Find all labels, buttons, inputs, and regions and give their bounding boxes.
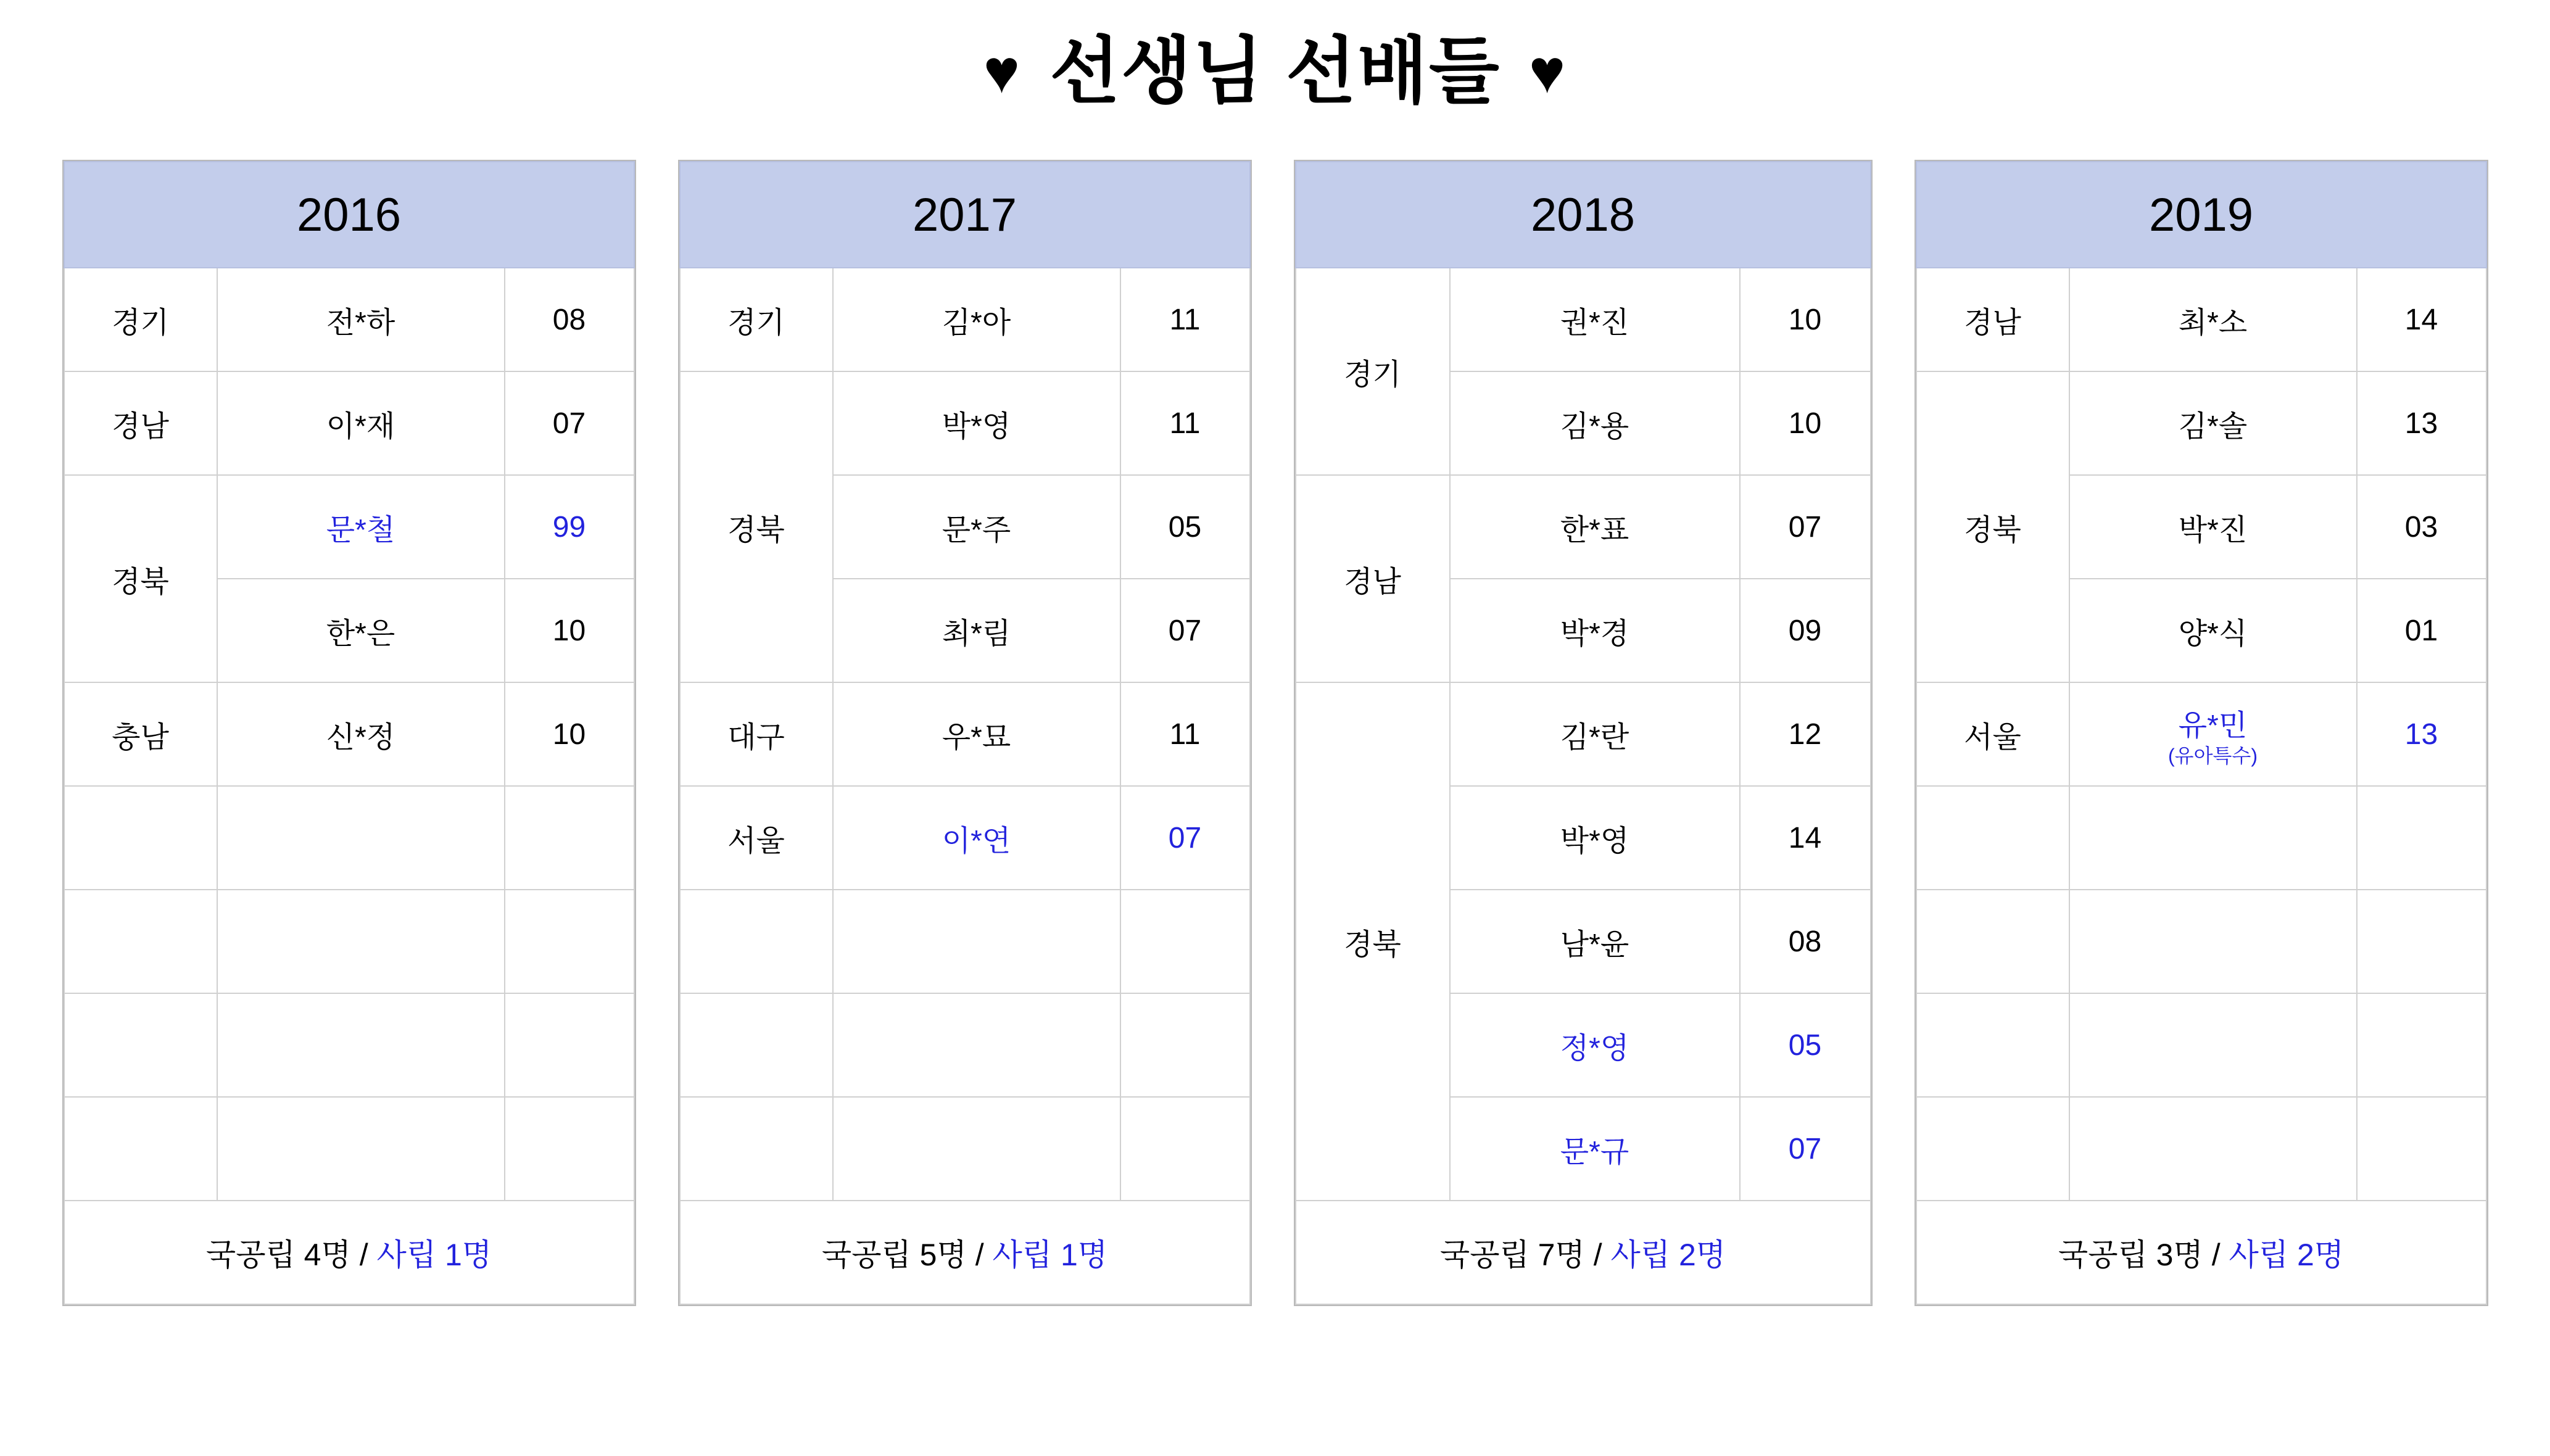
page-title-text: 선생님 선배들 <box>1049 31 1501 112</box>
summary-separator: / <box>350 1238 377 1273</box>
region-cell: 충남 <box>64 682 217 786</box>
summary-cell <box>1916 1201 2486 1304</box>
empty-row <box>64 890 634 993</box>
table-header-row <box>1296 162 1871 268</box>
empty-row <box>64 786 634 890</box>
table-row <box>680 682 1250 786</box>
empty-row <box>680 890 1250 993</box>
table-row <box>64 268 634 371</box>
year-header: 2018 <box>1296 162 1871 268</box>
empty-cell <box>2357 786 2486 890</box>
empty-row <box>1916 890 2486 993</box>
table-row <box>1916 371 2486 475</box>
name-subtext: (유아특수) <box>2168 745 2258 767</box>
year-header: 2016 <box>64 162 634 268</box>
empty-cell <box>680 993 833 1097</box>
empty-cell <box>1916 890 2069 993</box>
private-count: 사립 2명 <box>1610 1238 1726 1273</box>
name-cell: 문*철 <box>217 475 505 579</box>
empty-cell <box>2357 993 2486 1097</box>
empty-cell <box>64 890 217 993</box>
number-cell: 01 <box>2357 579 2486 682</box>
empty-cell <box>505 1097 634 1201</box>
summary-separator: / <box>2203 1238 2229 1273</box>
empty-cell <box>2069 1097 2357 1201</box>
year-table-2016 <box>64 161 635 1305</box>
name-cell: 한*표 <box>1450 475 1740 579</box>
number-cell: 08 <box>1740 890 1871 993</box>
table-row <box>1916 682 2486 786</box>
table-header-row <box>1916 162 2486 268</box>
number-cell: 13 <box>2357 682 2486 786</box>
name-cell: 김*란 <box>1450 682 1740 786</box>
empty-cell <box>505 786 634 890</box>
table-footer-row <box>680 1201 1250 1304</box>
empty-cell <box>505 993 634 1097</box>
table-row <box>1296 268 1871 371</box>
number-cell: 07 <box>1120 579 1250 682</box>
page-title <box>0 0 2550 119</box>
empty-cell <box>1120 1097 1250 1201</box>
number-cell: 08 <box>505 268 634 371</box>
name-cell: 박*영 <box>1450 786 1740 890</box>
private-count: 사립 1명 <box>992 1238 1108 1273</box>
empty-row <box>1916 993 2486 1097</box>
number-cell: 07 <box>505 371 634 475</box>
region-cell: 경북 <box>1296 682 1450 1201</box>
year-block-2017 <box>678 160 1252 1306</box>
region-cell: 경기 <box>680 268 833 371</box>
year-header: 2019 <box>1916 162 2486 268</box>
number-cell: 10 <box>505 579 634 682</box>
name-cell: 최*림 <box>833 579 1120 682</box>
table-footer-row <box>1296 1201 1871 1304</box>
empty-cell <box>217 993 505 1097</box>
year-header: 2017 <box>680 162 1250 268</box>
region-cell: 서울 <box>680 786 833 890</box>
empty-cell <box>64 993 217 1097</box>
empty-cell <box>680 1097 833 1201</box>
empty-cell <box>2357 890 2486 993</box>
name-cell: 남*윤 <box>1450 890 1740 993</box>
empty-row <box>64 1097 634 1201</box>
name-cell: 김*용 <box>1450 371 1740 475</box>
empty-cell <box>505 890 634 993</box>
empty-row <box>680 993 1250 1097</box>
region-cell: 경북 <box>64 475 217 682</box>
summary-separator: / <box>966 1238 993 1273</box>
name-cell: 이*연 <box>833 786 1120 890</box>
summary-cell <box>1296 1201 1871 1304</box>
empty-cell <box>64 786 217 890</box>
number-cell: 05 <box>1120 475 1250 579</box>
table-row <box>1916 268 2486 371</box>
empty-cell <box>2069 890 2357 993</box>
name-cell: 권*진 <box>1450 268 1740 371</box>
empty-cell <box>64 1097 217 1201</box>
year-table-2018 <box>1295 161 1871 1305</box>
summary-separator: / <box>1584 1238 1611 1273</box>
name-cell: 전*하 <box>217 268 505 371</box>
empty-row <box>64 993 634 1097</box>
empty-cell <box>680 890 833 993</box>
name-cell: 이*재 <box>217 371 505 475</box>
name-cell: 박*진 <box>2069 475 2357 579</box>
table-row <box>680 268 1250 371</box>
table-header-row <box>64 162 634 268</box>
name-cell: 최*소 <box>2069 268 2357 371</box>
table-footer-row <box>1916 1201 2486 1304</box>
empty-cell <box>217 786 505 890</box>
year-block-2019 <box>1915 160 2488 1306</box>
empty-cell <box>833 890 1120 993</box>
empty-cell <box>833 1097 1120 1201</box>
empty-cell <box>1120 993 1250 1097</box>
number-cell: 07 <box>1740 1097 1871 1201</box>
number-cell: 10 <box>1740 268 1871 371</box>
number-cell: 09 <box>1740 579 1871 682</box>
name-cell: 박*경 <box>1450 579 1740 682</box>
table-row <box>64 475 634 579</box>
table-row <box>680 786 1250 890</box>
number-cell: 03 <box>2357 475 2486 579</box>
number-cell: 12 <box>1740 682 1871 786</box>
empty-cell <box>2069 993 2357 1097</box>
name-cell: 양*식 <box>2069 579 2357 682</box>
number-cell: 13 <box>2357 371 2486 475</box>
year-block-2016 <box>62 160 636 1306</box>
region-cell: 경북 <box>680 371 833 682</box>
region-cell: 경기 <box>1296 268 1450 475</box>
name-cell: 문*주 <box>833 475 1120 579</box>
name-cell: 우*묘 <box>833 682 1120 786</box>
empty-cell <box>1916 1097 2069 1201</box>
region-cell: 경북 <box>1916 371 2069 682</box>
number-cell: 11 <box>1120 682 1250 786</box>
year-tables <box>0 160 2550 1306</box>
empty-cell <box>2069 786 2357 890</box>
region-cell: 경기 <box>64 268 217 371</box>
public-count: 국공립 4명 <box>205 1238 351 1273</box>
name-cell: 신*정 <box>217 682 505 786</box>
name-cell: 정*영 <box>1450 993 1740 1097</box>
public-count: 국공립 7명 <box>1439 1238 1585 1273</box>
region-cell: 경남 <box>1916 268 2069 371</box>
private-count: 사립 1명 <box>376 1238 492 1273</box>
summary-cell <box>64 1201 634 1304</box>
table-row <box>64 682 634 786</box>
public-count: 국공립 5명 <box>821 1238 967 1273</box>
summary-cell <box>680 1201 1250 1304</box>
empty-cell <box>1120 890 1250 993</box>
number-cell: 14 <box>1740 786 1871 890</box>
year-table-2019 <box>1916 161 2487 1305</box>
empty-cell <box>833 993 1120 1097</box>
empty-cell <box>1916 786 2069 890</box>
number-cell: 11 <box>1120 371 1250 475</box>
table-row <box>64 371 634 475</box>
table-row <box>1296 475 1871 579</box>
empty-row <box>680 1097 1250 1201</box>
region-cell: 경남 <box>1296 475 1450 682</box>
empty-cell <box>1916 993 2069 1097</box>
public-count: 국공립 3명 <box>2058 1238 2203 1273</box>
empty-cell <box>2357 1097 2486 1201</box>
number-cell: 07 <box>1120 786 1250 890</box>
number-cell: 11 <box>1120 268 1250 371</box>
region-cell: 대구 <box>680 682 833 786</box>
table-header-row <box>680 162 1250 268</box>
name-cell: 김*아 <box>833 268 1120 371</box>
private-count: 사립 2명 <box>2229 1238 2345 1273</box>
heart-icon-left: ♥ <box>983 37 1022 106</box>
table-footer-row <box>64 1201 634 1304</box>
region-cell: 경남 <box>64 371 217 475</box>
number-cell: 14 <box>2357 268 2486 371</box>
region-cell: 서울 <box>1916 682 2069 786</box>
name-cell <box>2069 682 2357 786</box>
name-text: 유*민 <box>2178 709 2248 743</box>
empty-row <box>1916 1097 2486 1201</box>
name-cell: 한*은 <box>217 579 505 682</box>
year-table-2017 <box>679 161 1251 1305</box>
number-cell: 07 <box>1740 475 1871 579</box>
empty-cell <box>217 890 505 993</box>
number-cell: 99 <box>505 475 634 579</box>
name-cell: 박*영 <box>833 371 1120 475</box>
table-row <box>680 371 1250 475</box>
year-block-2018 <box>1294 160 1873 1306</box>
empty-cell <box>217 1097 505 1201</box>
number-cell: 05 <box>1740 993 1871 1097</box>
number-cell: 10 <box>505 682 634 786</box>
name-cell: 김*솔 <box>2069 371 2357 475</box>
heart-icon-right: ♥ <box>1528 37 1567 106</box>
table-row <box>1296 682 1871 786</box>
name-cell: 문*규 <box>1450 1097 1740 1201</box>
number-cell: 10 <box>1740 371 1871 475</box>
empty-row <box>1916 786 2486 890</box>
